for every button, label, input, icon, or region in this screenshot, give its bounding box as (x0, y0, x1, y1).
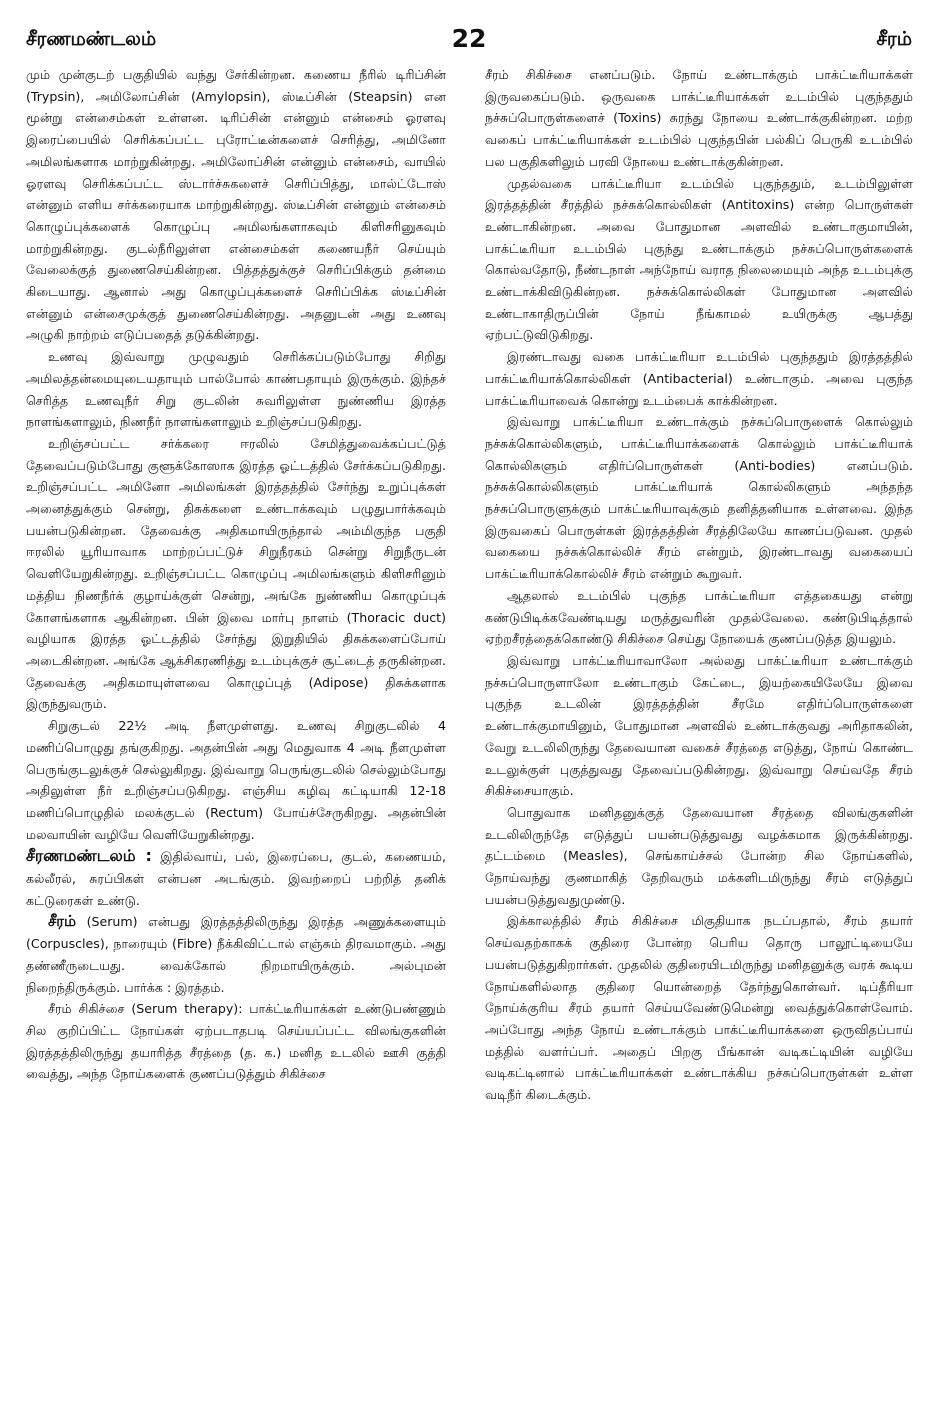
right-column (485, 64, 913, 1106)
paragraph: முதல்வகை பாக்ட்டீரியா உடம்பில் புகுந்ததும், உடம்பிலுள்ள இரத்தத்தின் சீரத்தில் நச்சுக்கொல்லிகள் (Antitoxins) என்ற பொருள்கள் உண்டாகின்றன. அவை போதுமான அளவில் உண்டாகுமாயின், பாக்ட்டீரியா உடம்பில் புகுந்து உண்டாக்கும் நச்சுப்பொருள்களைக் கொல்வதோடு, நீண்டநாள் அந்நோய் வராத நிலைமையும் அந்த உடம்புக்கு உண்டாக்கிவிடுகின்றன. நச்சுக்கொல்லிகள் போதுமான அளவில் உண்டாகாதிருப்பின் நோய் நீங்காமல் உயிருக்கு ஆபத்து ஏற்பட்டுவிடுகிறது. (485, 175, 913, 343)
left-column (26, 64, 446, 1085)
paragraph (26, 845, 446, 911)
running-head-right: சீரம் (876, 28, 912, 50)
paragraph: சிறுகுடல் 22½ அடி நீளமுள்ளது. உணவு சிறுகுடலில் 4 மணிப்பொழுது தங்குகிறது. அதன்பின் அது மெதுவாக 4 அடி நீளமுள்ள பெருங்குடலுக்குச் செல்லுகிறது. இவ்வாறு பெருங்குடலில் செல்லும்போது அதிலுள்ள நீர் உறிஞ்சப்படுகிறது. எஞ்சிய கழிவு கட்டியாகி 12-18 மணிப்பொழுதில் மலக்குடல் (Rectum) போய்ச்சேருகிறது. அதன்பின் மலவாயின் வழியே வெளியேறுகின்றது. (26, 718, 446, 842)
paragraph: சீரம் சிகிச்சை எனப்படும். நோய் உண்டாக்கும் பாக்ட்டீரியாக்கள் இருவகைப்படும். ஒருவகை பாக்ட்டீரியாக்கள் உடம்பில் புகுந்ததும் நச்சுப்பொருள்களைச் (Toxins) சுரந்து நோயை உண்டாக்குகின்றன. மற்ற வகைப் பாக்ட்டீரியாக்கள் உடம்பில் புகுந்தபின் பல்கிப் பெருகி உடம்பில் பல பகுதிகளிலும் பரவி நோயை உண்டாக்குகின்றன. (485, 67, 913, 169)
paragraph: இக்காலத்தில் சீரம் சிகிச்சை மிகுதியாக நடப்பதால், சீரம் தயார் செய்வதற்காகக் குதிரை போன்ற பெரிய தொரு பாலூட்டியையே பயன்படுத்துகிறார்கள். முதலில் குதிரையிடமிருந்து மனிதனுக்கு வரக் கூடிய நோய்களில்லாத குதிரை யொன்றைத் தேர்ந்துகொள்வர். டிப்தீரியா நோய்க்குரிய சீரம் தயார் செய்யவேண்டுமென்று வைத்துக்கொள்வோம். அப்போது அந்த நோய் உண்டாக்கும் பாக்ட்டீரியாக்களை ஒருவிதப்பாய் மத்தில் வளர்ப்பர். அதைப் பிறகு பீங்கான் வடிகட்டியின் வழியே வடிகட்டினால் பாக்ட்டீரியாக்கள் உண்டாக்கிய நச்சுப்பொருள்கள் உள்ள வடிநீர் கிடைக்கும். (485, 913, 913, 1103)
entry-body: இதில்வாய், பல், இரைப்பை, குடல், கணையம், கல்லீரல், சுரப்பிகள் என்பன அடங்கும். இவற்றைப் பற்றித் தனிக் கட்டுரைகள் உண்டு. (26, 849, 446, 908)
paragraph: ஆதலால் உடம்பில் புகுந்த பாக்ட்டீரியா எத்தகையது என்று கண்டுபிடிக்கவேண்டியது மருத்துவரின் முதல்வேலை. கண்டுபிடித்தால் ஏற்றசீரத்தைக்கொண்டு சிகிச்சை செய்து நோயைக் குணப்படுத்த இயலும். (485, 587, 913, 647)
paragraph: இரண்டாவது வகை பாக்ட்டீரியா உடம்பில் புகுந்ததும் இரத்தத்தில் பாக்ட்டீரியாக்கொல்லிகள் (Antibacterial) உண்டாகும். அவை புகுந்த பாக்ட்டீரியாவைக் கொன்று உடம்பைக் காக்கின்றன. (485, 349, 913, 408)
paragraph: இவ்வாறு பாக்ட்டீரியாவாலோ அல்லது பாக்ட்டீரியா உண்டாக்கும் நச்சுப்பொருளாலோ உண்டாகும் கேட்டை, இயற்கையிலேயே இவை புகுந்த உடலின் இரத்தத்தின் சீரமே எதிர்ப்பொருள்களை உண்டாக்குமாயினும், போதுமான அளவில் உண்டாக்குவது அரிதாகலின், வேறு உடலிலிருந்து தேவையான வகைச் சீரத்தை எடுத்து, நோய் கொண்ட உடலுக்குள் புகுத்துவது தேவைப்படுகின்றது. இவ்வாறு செய்வதே சீரம் சிகிச்சையாகும். (485, 652, 913, 799)
entry-headword: சீரணமண்டலம் : (26, 846, 152, 866)
page-header (26, 24, 912, 64)
entry-headword: சீரம் (48, 912, 77, 931)
paragraph: பொதுவாக மனிதனுக்குத் தேவையான சீரத்தை விலங்குகளின் உடலிலிருந்தே எடுத்துப் பயன்படுத்துவது வழக்கமாக இருக்கின்றது. தட்டம்மை (Measles), செங்காய்ச்சல் போன்ற சில நோய்களில், நோய்வந்து குணமாகித் தேறிவரும் மக்களிடமிருந்து சீரம் எடுத்துப் பயன்படுத்துவதுமுண்டு. (485, 804, 913, 907)
running-head-left: சீரணமண்டலம் (26, 28, 157, 50)
paragraph: மும் முன்குடற் பகுதியில் வந்து சேர்கின்றன. கணைய நீரில் டிரிப்சின் (Trypsin), அமிலோப்சின் (Amylopsin), ஸ்டீப்சின் (Steapsin) என மூன்று என்சைம்கள் உள்ளன. டிரிப்சின் என்னும் என்சைம் ஓரளவு இரைப்பையில் செரிக்கப்பட்ட புரோட்டீன்களைச் செரித்து, அமினோ அமிலங்களாக மாற்றுகின்றது. அமிலோப்சின் என்னும் என்சைம், வாயில் ஓரளவு செரிக்கப்பட்ட ஸ்டார்ச்சுகளைச் செரிப்பித்து, மால்ட்டோஸ் என்னும் எளிய சர்க்கரையாக மாற்றுகின்றது. ஸ்டீப்சின் என்னும் என்சைம் கொழுப்புக்களைக் கொழுப்பு அமிலங்களாகவும் கிளிசரினுகவும் மாற்றுகின்றது. குடல்நீரிலுள்ள என்சைம்கள் கணையநீர் செய்யும் வேலைக்குத் துணைசெய்கின்றன. பித்தத்துக்குச் செரிப்பிக்கும் தன்மை கிடையாது. ஆனால் அது கொழுப்புக்களைச் செரிப்பிக்க ஸ்டீப்சின் என்னும் என்சைமுக்குத் துணைசெய்கின்றது. அதனுடன் அது உணவு அழுகி நாற்றம் எடுப்பதைத் தடுக்கின்றது. (26, 67, 446, 343)
paragraph (26, 911, 446, 998)
paragraph: உறிஞ்சப்பட்ட சர்க்கரை ஈரலில் சேமித்துவைக்கப்பட்டுத் தேவைப்படும்போது குளூக்கோஸாக இரத்த ஓட்டத்தில் சேர்க்கப்படுகிறது. உறிஞ்சப்பட்ட அமினோ அமிலங்கள் இரத்தத்தில் சேர்ந்து உறுப்புக்கள் அனைத்துக்கும் சென்று, திசுக்களை உண்டாக்கவும் பழுதுபார்க்கவும் பயன்படுகின்றன. தேவைக்கு அதிகமாயிருந்தால் அம்மிகுந்த பகுதி ஈரலில் யூரியாவாக மாற்றப்பட்டுச் சிறுநீரகம் சென்று சிறுநீருடன் வெளியேறுகின்றது. உறிஞ்சப்பட்ட கொழுப்பு அமிலங்களும் கிளிசரினும் மத்திய நிணநீர்க் குழாய்க்குள் சென்று, அங்கே நுண்ணிய கொழுப்புக் கோளங்களாக ஆகின்றன. பின் இவை மார்பு நாளம் (Thoracic duct) வழியாக இரத்த ஓட்டத்தில் சேர்ந்து இறுதியில் திசுக்களைப்போய் அடைகின்றன. அங்கே ஆக்சிகரணித்து உடம்புக்குச் சூட்டைத் தருகின்றன. தேவைக்கு அதிகமாயுள்ளவை கொழுப்புத் (Adipose) திசுக்களாக இருந்துவரும். (26, 435, 446, 712)
paragraph: இவ்வாறு பாக்ட்டீரியா உண்டாக்கும் நச்சுப்பொருளைக் கொல்லும் நச்சுக்கொல்லிகளும், பாக்ட்டீரியாக்களைக் கொல்லும் பாக்ட்டீரியாக் கொல்லிகளும் எதிர்ப்பொருள்கள் (Anti-bodies) எனப்படும். நச்சுக்கொல்லிகளும் பாக்ட்டீரியாக் கொல்லிகளும் அந்தந்த நச்சுப்பொருளுக்கும் பாக்ட்டீரியாவுக்கும் தனித்தனியாக உள்ளவை. இந்த இருவகைப் பொருள்கள் இரத்தத்தின் சீரத்திலேயே காணப்படுவன. முதல் வகையை நச்சுக்கொல்லிச் சீரம் என்றும், இரண்டாவது வகையைப் பாக்ட்டீரியாக்கொல்லிச் சீரம் என்றும் கூறுவர். (485, 414, 913, 582)
page-number: 22 (451, 24, 487, 53)
entry-body: (Serum) என்பது இரத்தத்திலிருந்து இரத்த அணுக்களையும் (Corpuscles), நாரையும் (Fibre) நீக்கிவிட்டால் எஞ்சும் திரவமாகும். அது தண்ணீருடையது. வைக்கோல் நிறமாயிருக்கும். அல்புமன் நிறைந்திருக்கும். பார்க்க : இரத்தம். (26, 914, 446, 995)
paragraph: உணவு இவ்வாறு முழுவதும் செரிக்கப்படும்போது சிறிது அமிலத்தன்மையுடையதாயும் பால்போல் காண்பதாயும் இருக்கும். இந்தச் செரித்த உணவுநீர் சிறு குடலின் சுவரிலுள்ள நுண்ணிய இரத்த நாளங்களாலும், நிணநீர் நாளங்களாலும் உறிஞ்சப்படுகிறது. (26, 349, 446, 430)
paragraph: சீரம் சிகிச்சை (Serum therapy): பாக்ட்டீரியாக்கள் உண்டுபண்ணும் சில குறிப்பிட்ட நோய்கள் ஏற்படாதபடி செய்யப்பட்ட விலங்குகளின் இரத்தத்திலிருந்து தயாரித்த சீரத்தை (த. க.) மனித உடலில் ஊசி குத்தி வைத்து, அந்த நோய்களைக் குணப்படுத்தும் சிகிச்சை (26, 1001, 446, 1082)
